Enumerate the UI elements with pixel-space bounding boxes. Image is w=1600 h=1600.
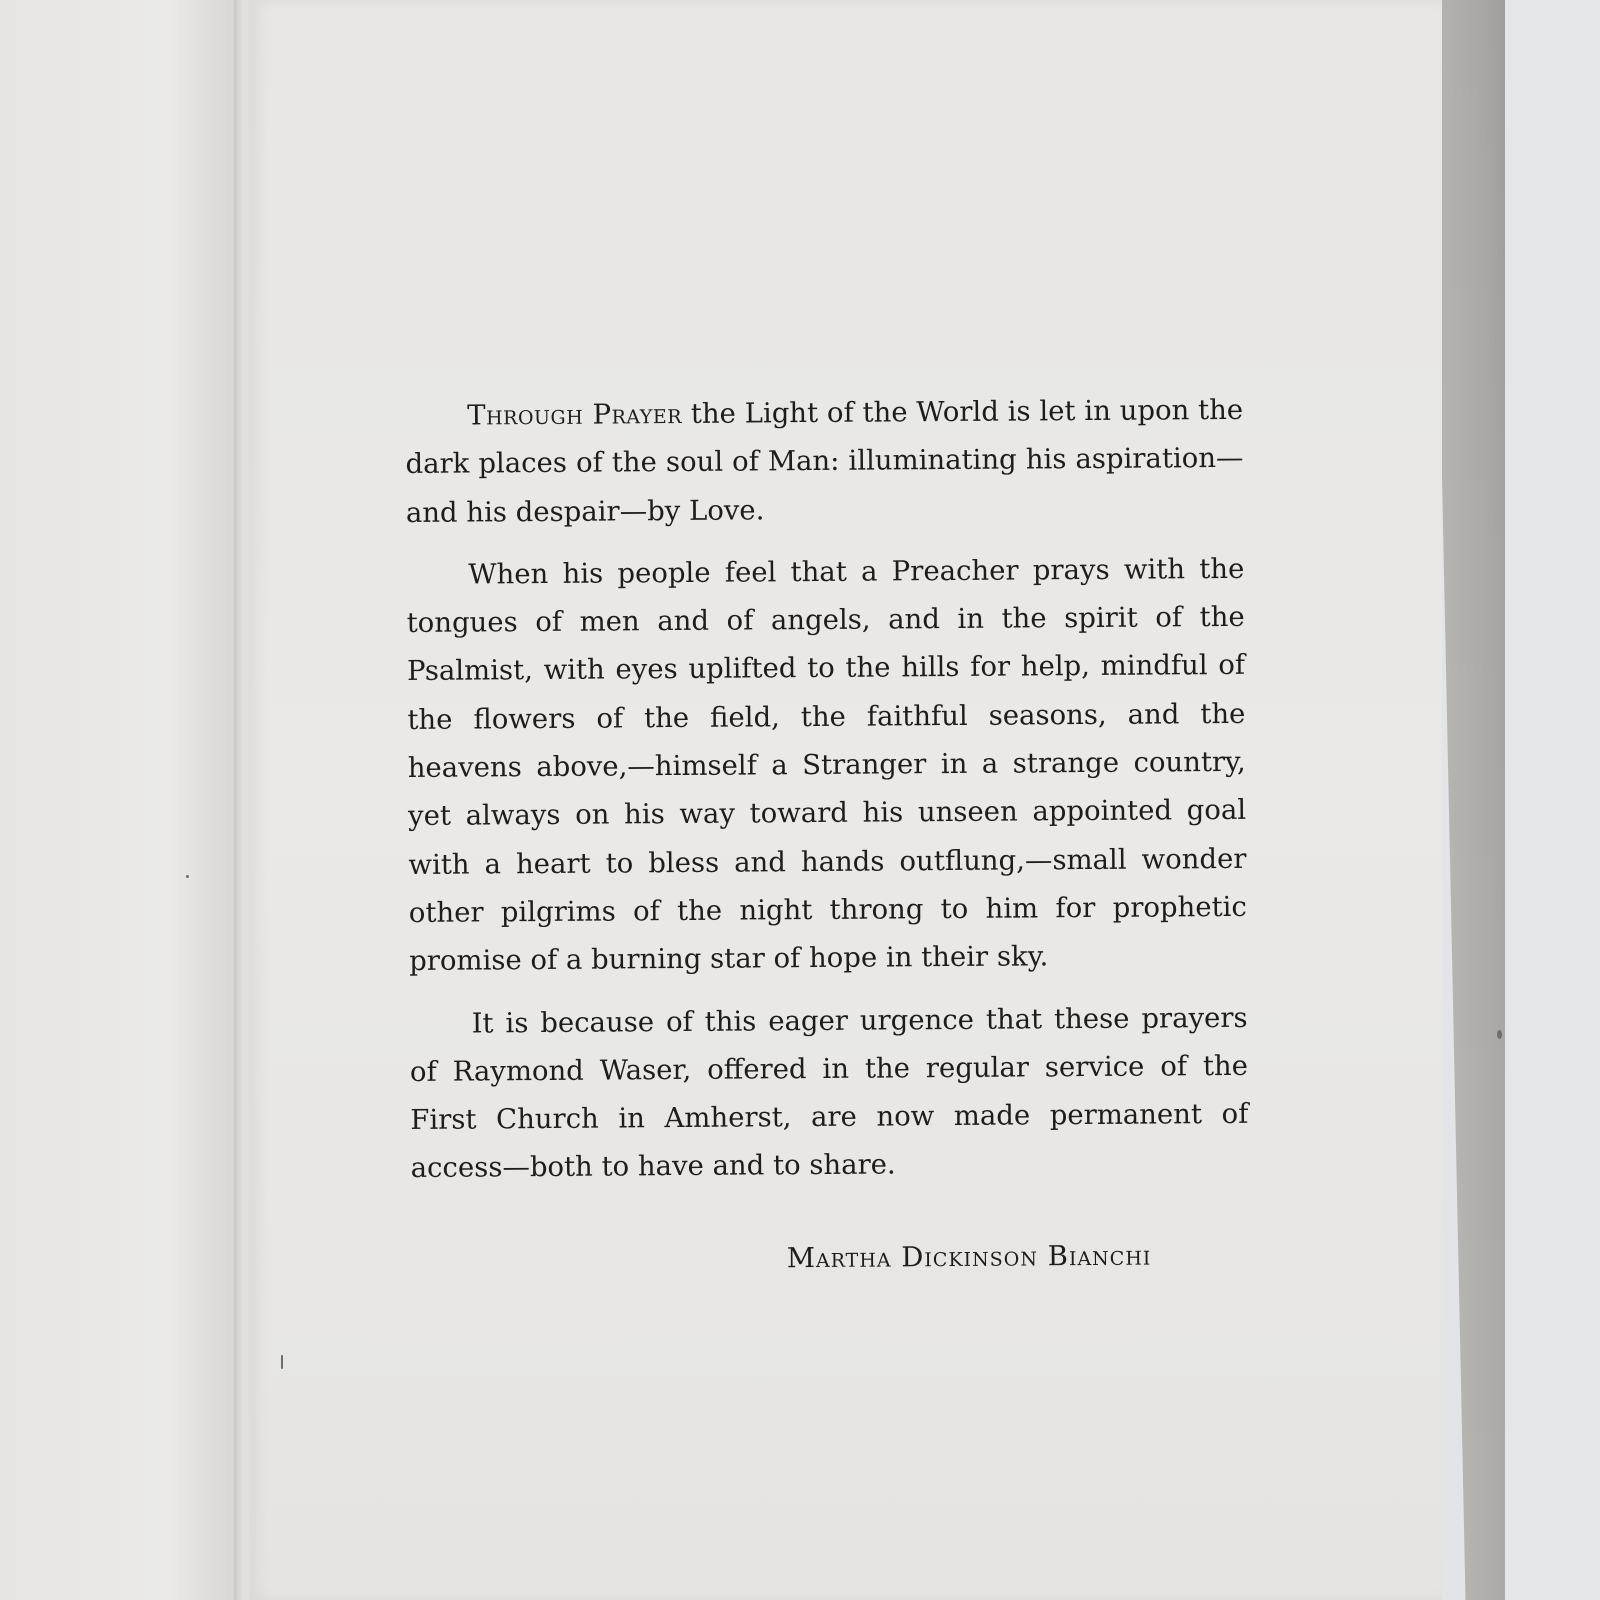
- paper-speck: [186, 875, 189, 878]
- foreword-text: [405, 386, 1250, 1285]
- paragraph-2: [406, 545, 1247, 986]
- paragraph-text: the Light of the World is let in upon the dark places of the soul of Man: illuminating his aspiration—and his despair—by Love.: [405, 393, 1244, 529]
- author-signature: Martha Dickinson Bianchi: [786, 1239, 1152, 1274]
- paragraph-3: [409, 993, 1248, 1192]
- paragraph-lead-in: Through Prayer: [467, 397, 683, 432]
- paragraph-text: It is because of this eager urgence that these prayers of Raymond Waser, offered in the regular service of the First Church in Amherst, are now made permanent of access—both to have and to share.: [409, 1001, 1249, 1185]
- paragraph-1: [405, 386, 1244, 537]
- table-surface: [1505, 0, 1600, 1600]
- paragraph-text: When his people feel that a Preacher prays with the tongues of men and of angels, and in the spirit of the Psalmist, with eyes uplifted to the hills for help, mindful of the flowers of the field, the faithful seasons, and the heavens above,—himself a Stranger in a strange country, yet always on his way toward his unseen appointed goal with a heart to bless and hands outflung,—small wonder other pilgrims of the night throng to him for prophetic promise of a burning star of hope in their sky.: [406, 552, 1247, 978]
- left-page: [0, 0, 240, 1600]
- paper-speck: [1497, 1030, 1502, 1039]
- paper-speck: [281, 1355, 283, 1369]
